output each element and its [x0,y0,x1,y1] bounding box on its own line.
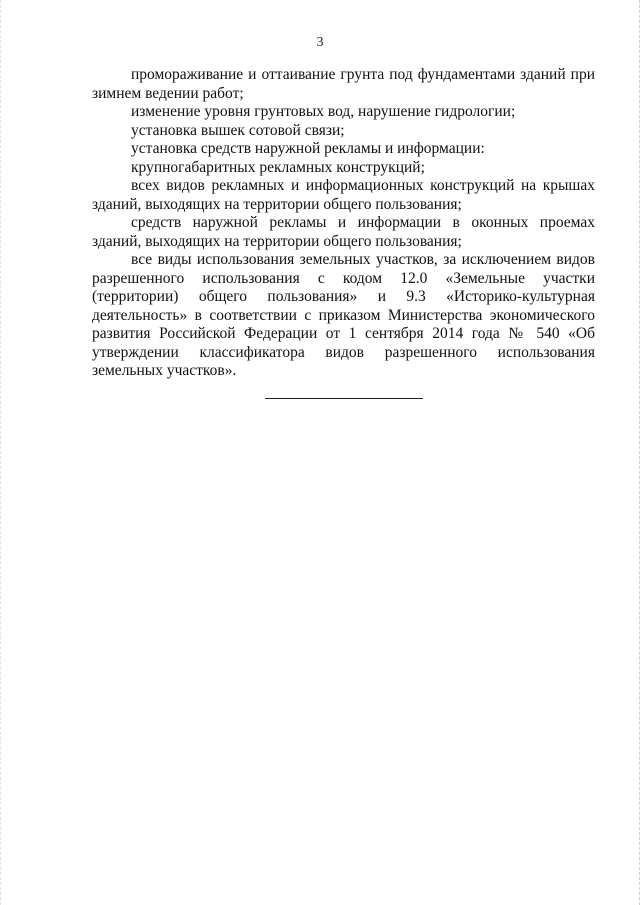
paragraph-groundwater: изменение уровня грунтовых вод, нарушение гидрологии; [131,103,516,120]
paragraph-cell-towers: установка вышек сотовой связи; [131,121,345,139]
end-divider-line [265,398,423,399]
document-body [92,66,595,381]
page-number: 3 [316,35,324,50]
paragraph-window-advertising: средств наружной рекламы и информации в оконных проемах зданий, выходящих на территории общего пользования; [92,214,595,250]
paragraph-large-advertising: крупногабаритных рекламных конструкций; [131,158,425,176]
paragraph-soil-freezing: промораживание и оттаивание грунта под фундаментами зданий при зимнем ведении работ; [92,66,595,102]
scan-left-edge [0,0,2,905]
paragraph-roof-advertising: всех видов рекламных и информационных конструкций на крышах зданий, выходящих на территории общего пользования; [92,177,595,213]
paragraph-outdoor-advertising: установка средств наружной рекламы и информации: [131,140,485,157]
paragraph-land-use: все виды использования земельных участков, за исключением видов разрешенного использования с кодом 12.0 «Земельные участки (территории) общего пользования» и 9.3 «Историко-культурная деятельность» в соответствии с приказом Министерства экономического развития Российской Федерации от 1 сентября 2014 года № 540 «Об утверждении классификатора видов разрешенного использования земельных участков». [92,251,595,379]
